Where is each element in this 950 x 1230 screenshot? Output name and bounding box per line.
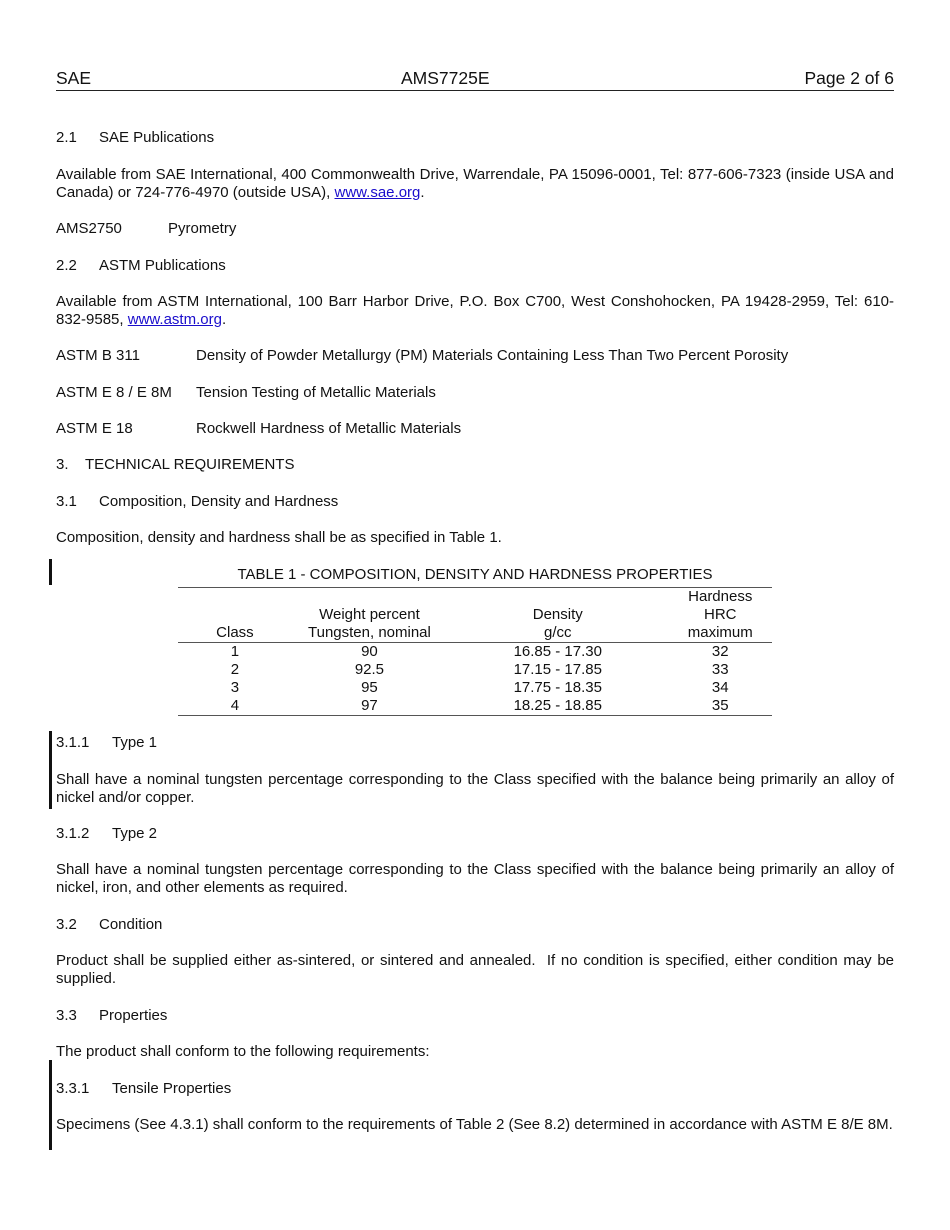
section-3-1-text: Composition, density and hardness shall be as specified in Table 1. — [56, 529, 502, 546]
section-2-2-heading: 2.2 ASTM Publications — [56, 257, 226, 274]
section-3-1-2-heading: 3.1.2 Type 2 — [56, 825, 158, 842]
section-3-heading: 3. TECHNICAL REQUIREMENTS — [56, 456, 295, 473]
sae-website-link[interactable]: www.sae.org — [334, 184, 421, 201]
table-1-title: TABLE 1 - COMPOSITION, DENSITY AND HARDNESS PROPERTIES — [237, 566, 713, 583]
sae-availability-paragraph: Available from SAE International, 400 Commonwealth Drive, Warrendale, PA 15096-0001, Tel: 877-606-7323 (inside USA and Canada) or 724-776-4970 (outside USA), www.sae.org. — [56, 166, 894, 201]
revision-bar — [49, 559, 52, 585]
table-row: 1 90 16.85 - 17.30 32 — [230, 643, 729, 660]
col-header-weight: Weight percent Tungsten, nominal — [308, 606, 431, 641]
page-header — [56, 68, 894, 91]
header-doc-number: AMS7725E — [401, 68, 490, 88]
col-header-class: Class — [216, 624, 254, 641]
section-3-1-2-text: Shall have a nominal tungsten percentage corresponding to the Class specified with the balance being primarily an alloy of nickel, iron, and other elements as required. — [56, 861, 894, 896]
section-2-1-heading: 2.1 SAE Publications — [56, 129, 215, 146]
section-3-2-text: Product shall be supplied either as-sintered, or sintered and annealed. If no condition is specified, either condition may be supplied. — [56, 952, 899, 987]
reference-astm-e8: ASTM E 8 / E 8M Tension Testing of Metallic Materials — [56, 384, 436, 401]
col-header-density: Density g/cc — [532, 606, 583, 641]
table-row: 3 95 17.75 - 18.35 34 — [230, 679, 729, 696]
col-header-hardness: Hardness HRC maximum — [687, 588, 753, 641]
revision-bar — [49, 1060, 52, 1150]
reference-astm-e18: ASTM E 18 Rockwell Hardness of Metallic Materials — [56, 420, 462, 437]
table-1 — [178, 587, 772, 716]
section-3-3-text: The product shall conform to the following requirements: — [56, 1043, 430, 1060]
reference-astm-b311: ASTM B 311 Density of Powder Metallurgy (PM) Materials Containing Less Than Two Percent Porosity — [56, 347, 789, 364]
section-3-1-1-heading: 3.1.1 Type 1 — [56, 734, 158, 751]
section-3-3-heading: 3.3 Properties — [56, 1007, 168, 1024]
reference-ams2750: AMS2750 Pyrometry — [56, 220, 237, 237]
table-header-row — [178, 588, 772, 643]
header-page-number: Page 2 of 6 — [804, 68, 894, 88]
section-3-2-heading: 3.2 Condition — [56, 916, 163, 933]
section-3-1-heading: 3.1 Composition, Density and Hardness — [56, 493, 339, 510]
section-3-1-1-text: Shall have a nominal tungsten percentage corresponding to the Class specified with the balance being primarily an alloy of nickel and/or copper. — [56, 771, 894, 806]
header-org: SAE — [56, 68, 92, 88]
astm-website-link[interactable]: www.astm.org — [127, 311, 222, 328]
section-3-3-1-heading: 3.3.1 Tensile Properties — [56, 1080, 232, 1097]
astm-availability-paragraph: Available from ASTM International, 100 Barr Harbor Drive, P.O. Box C700, West Conshohocken, PA 19428-2959, Tel: 610-832-9585, www.astm.org. — [56, 293, 894, 328]
revision-bar — [49, 731, 52, 809]
section-3-3-1-text: Specimens (See 4.3.1) shall conform to the requirements of Table 2 (See 8.2) determined in accordance with ASTM E 8/E 8M. — [56, 1116, 893, 1133]
table-row: 4 97 18.25 - 18.85 35 — [178, 697, 772, 716]
table-row: 2 92.5 17.15 - 17.85 33 — [230, 661, 729, 678]
